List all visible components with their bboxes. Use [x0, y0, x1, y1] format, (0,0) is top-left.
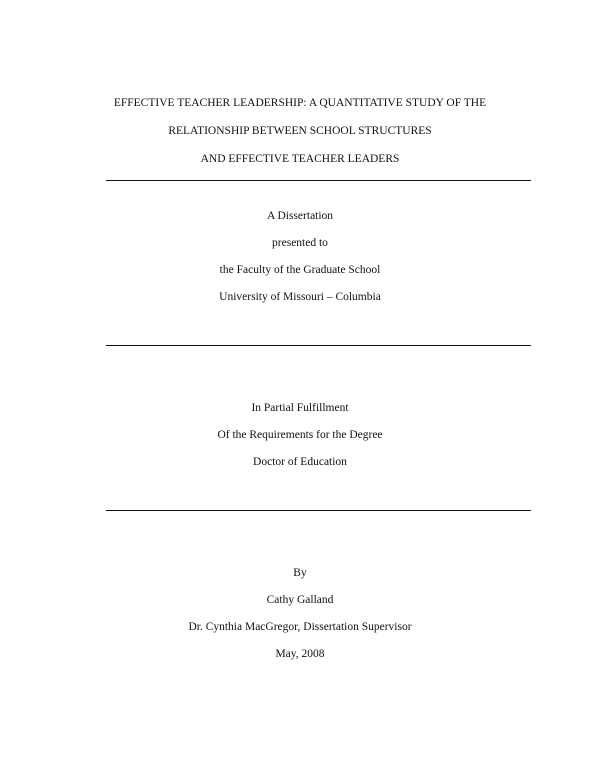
- supervisor-line: Dr. Cynthia MacGregor, Dissertation Supervisor: [188, 621, 412, 633]
- presentation-line-4: University of Missouri – Columbia: [219, 291, 381, 303]
- fulfillment-line-1: In Partial Fulfillment: [251, 402, 349, 414]
- presentation-line-3: the Faculty of the Graduate School: [219, 264, 381, 276]
- fulfillment-line-2: Of the Requirements for the Degree: [217, 429, 383, 441]
- divider-rule-3: [106, 510, 531, 511]
- presentation-line-1: A Dissertation: [266, 210, 334, 222]
- author-line-by: By: [293, 567, 307, 579]
- author-name: Cathy Galland: [266, 594, 334, 606]
- title-line-1: EFFECTIVE TEACHER LEADERSHIP: A QUANTITATIVE STUDY OF THE: [113, 97, 487, 109]
- date-line: May, 2008: [275, 648, 325, 660]
- title-line-3: AND EFFECTIVE TEACHER LEADERS: [200, 153, 400, 165]
- divider-rule-1: [106, 180, 531, 181]
- title-line-2: RELATIONSHIP BETWEEN SCHOOL STRUCTURES: [168, 125, 432, 137]
- presentation-line-2: presented to: [272, 237, 328, 249]
- fulfillment-line-3: Doctor of Education: [253, 456, 347, 468]
- divider-rule-2: [106, 345, 531, 346]
